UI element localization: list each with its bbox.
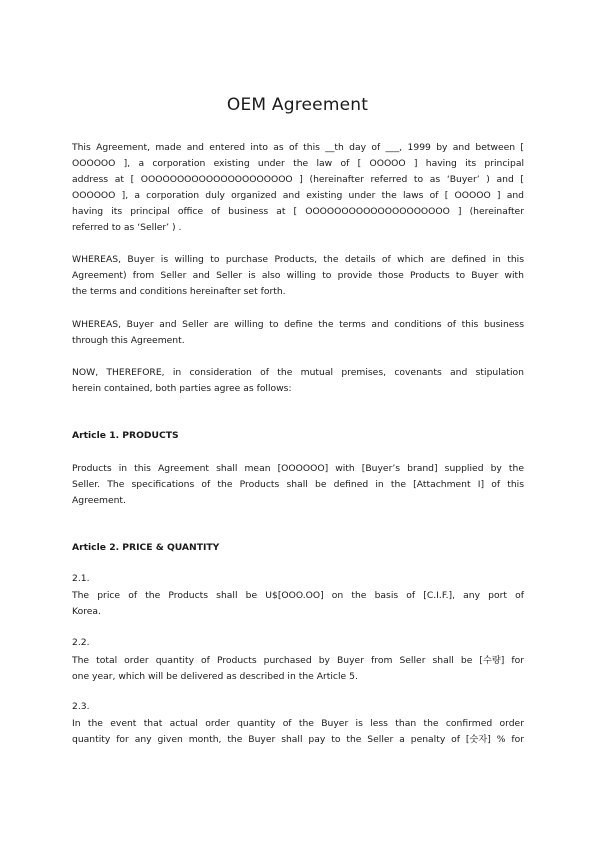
text-line: Agreement) from Seller and Seller is also willing to provide those Products to Buyer with (72, 270, 524, 281)
section-number: 2.1. (72, 573, 90, 584)
section-2-1-text (72, 588, 524, 620)
text-line: Products in this Agreement shall mean [OOOOOO] with [Buyer’s brand] supplied by the (72, 463, 524, 474)
text-line: referred to as ‘Seller’ ) . (72, 222, 182, 233)
text-line: Korea. (72, 606, 101, 617)
article-1-text (72, 461, 524, 509)
text-line: In the event that actual order quantity of the Buyer is less than the confirmed order (72, 718, 524, 729)
whereas-paragraph-2 (72, 317, 524, 349)
text-line: the terms and conditions hereinafter set forth. (72, 286, 286, 297)
text-line: This Agreement, made and entered into as of this __th day of ___, 1999 by and between [ (72, 142, 524, 153)
text-line: through this Agreement. (72, 335, 185, 346)
section-number: 2.3. (72, 701, 90, 712)
text-line: NOW, THEREFORE, in consideration of the mutual premises, covenants and stipulation (72, 367, 524, 378)
section-2-3-text (72, 716, 524, 748)
text-line: Agreement. (72, 495, 126, 506)
text-line: OOOOOO ], a corporation duly organized and existing under the laws of [ OOOOO ] and (72, 190, 524, 201)
text-line: herein contained, both parties agree as follows: (72, 383, 292, 394)
now-therefore-paragraph (72, 365, 524, 397)
text-line: The price of the Products shall be U$[OOO.OO] on the basis of [C.I.F.], any port of (72, 590, 524, 601)
text-line: OOOOOO ], a corporation existing under the law of [ OOOOO ] having its principal (72, 158, 524, 169)
text-line: one year, which will be delivered as described in the Article 5. (72, 671, 358, 682)
text-line: having its principal office of business at [ OOOOOOOOOOOOOOOOOOOO ] (hereinafter (72, 206, 524, 217)
article-1-heading: Article 1. PRODUCTS (72, 430, 179, 441)
whereas-paragraph-1 (72, 252, 524, 300)
text-line: quantity for any given month, the Buyer shall pay to the Seller a penalty of [숫자] % for (72, 734, 524, 745)
text-line: WHEREAS, Buyer and Seller are willing to define the terms and conditions of this business (72, 319, 524, 330)
text-line: WHEREAS, Buyer is willing to purchase Products, the details of which are defined in this (72, 254, 524, 265)
text-line: address at [ OOOOOOOOOOOOOOOOOOOOO ] (hereinafter referred to as ‘Buyer’ ) and [ (72, 174, 524, 185)
intro-paragraph (72, 140, 524, 236)
document-title: OEM Agreement (226, 95, 369, 115)
article-2-heading: Article 2. PRICE & QUANTITY (72, 542, 220, 553)
section-2-2-text (72, 653, 524, 685)
text-line: Seller. The specifications of the Products shall be defined in the [Attachment I] of this (72, 479, 524, 490)
text-line: The total order quantity of Products purchased by Buyer from Seller shall be [수량] for (72, 655, 524, 666)
section-number: 2.2. (72, 637, 90, 648)
